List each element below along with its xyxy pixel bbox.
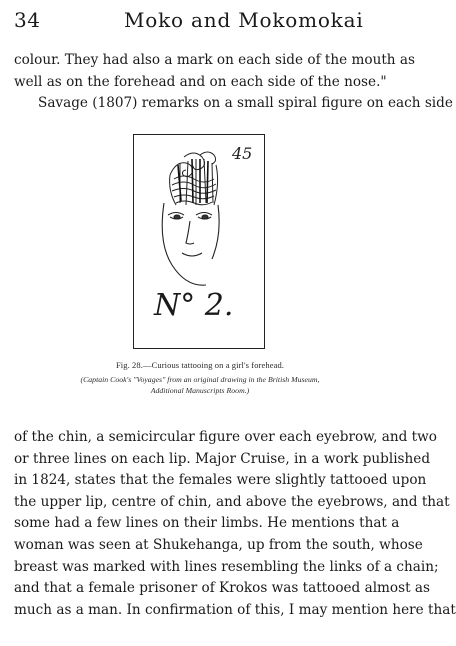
text-line: well as on the forehead and on each side of the nose." [14, 73, 387, 90]
text-line: the upper lip, centre of chin, and above the eyebrows, and that [14, 493, 450, 510]
eyes [168, 213, 212, 220]
sketch-label: N° 2. [154, 288, 234, 323]
figure-caption: Fig. 28.—Curious tattooing on a girl's forehead. [115, 360, 285, 370]
text-line: in 1824, states that the females were slightly tattooed upon [14, 472, 427, 489]
face-sketch-drawing [134, 135, 264, 348]
sketch-annotation: 45 [232, 144, 253, 163]
text-line: some had a few lines on their limbs. He mentions that a [14, 515, 400, 532]
page-header [14, 8, 386, 38]
text-line: of the chin, a semicircular figure over each eyebrow, and two [14, 429, 437, 445]
text-line: or three lines on each lip. Major Cruise, in a work published [14, 450, 431, 467]
text-line: woman was seen at Shukehanga, up from the south, whose [14, 536, 423, 553]
page-number: 34 [14, 8, 41, 32]
body-text-top [14, 50, 453, 115]
text-line: much as a man. In confirmation of this, I may mention here that [14, 601, 456, 618]
figure-source-line: Additional Manuscripts Room.) [150, 385, 250, 395]
running-title: Moko and Mokomokai [124, 8, 364, 32]
text-line: colour. They had also a mark on each side of the mouth as [14, 52, 415, 68]
text-line: breast was marked with lines resembling the links of a chain; [14, 558, 439, 575]
figure-sketch [133, 134, 265, 349]
body-text-bottom [14, 427, 456, 621]
text-line: and that a female prisoner of Krokos was tattooed almost as [14, 580, 430, 597]
figure-source-note [30, 375, 370, 396]
face-outline [162, 203, 219, 285]
figure-source-line: (Captain Cook's "Voyages" from an original drawing in the British Museum, [80, 375, 320, 384]
text-line: Savage (1807) remarks on a small spiral figure on each side [38, 95, 453, 112]
